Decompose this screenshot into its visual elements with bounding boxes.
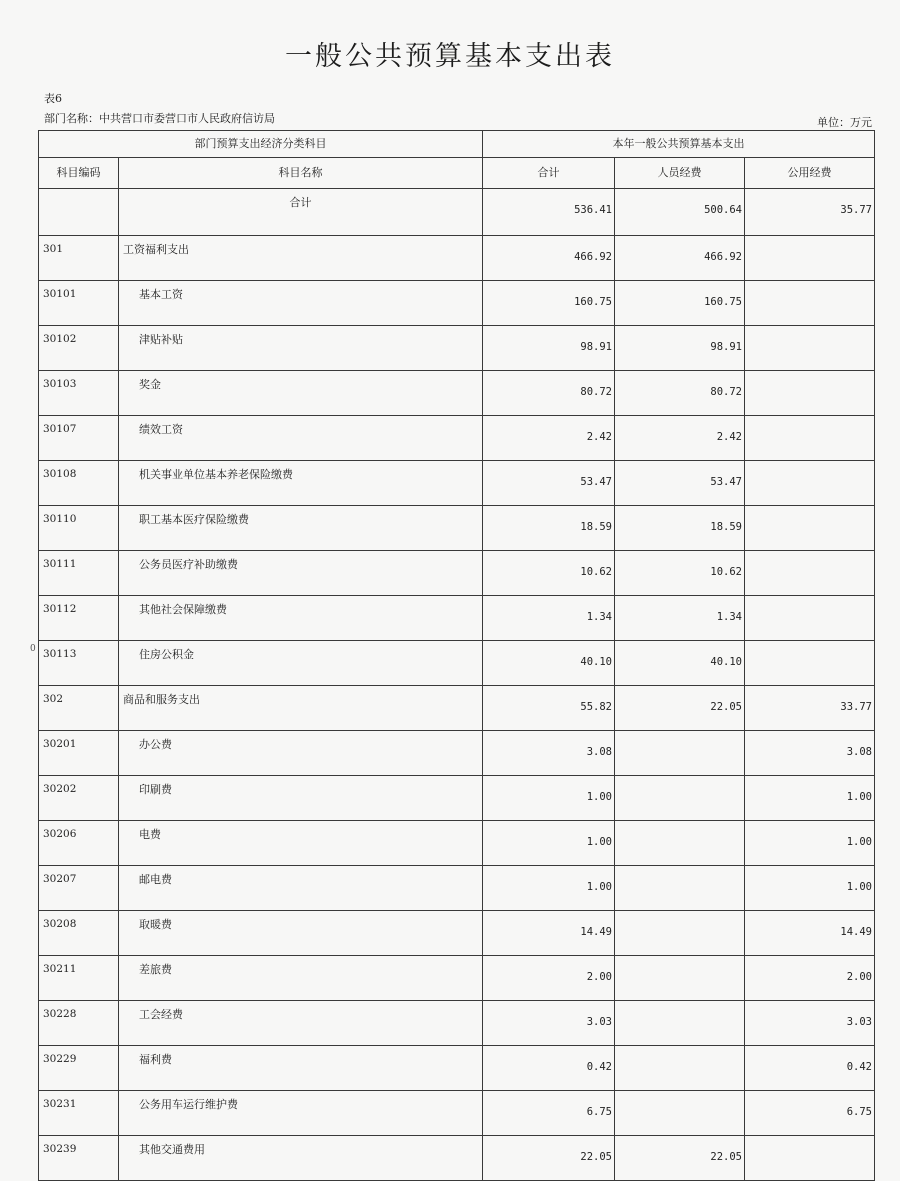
header-row-columns	[39, 158, 875, 189]
table-row	[39, 1001, 875, 1046]
cell-name: 工资福利支出	[119, 236, 483, 281]
cell-personnel	[615, 776, 745, 821]
cell-public: 1.00	[745, 821, 875, 866]
header-name: 科目名称	[119, 158, 483, 189]
cell-personnel: 1.34	[615, 596, 745, 641]
cell-public	[745, 641, 875, 686]
cell-name: 绩效工资	[119, 416, 483, 461]
department-name: 部门名称：中共营口市委营口市人民政府信访局	[44, 112, 275, 125]
cell-code: 30107	[39, 416, 119, 461]
cell-public: 3.08	[745, 731, 875, 776]
cell-total: 1.00	[483, 866, 615, 911]
cell-personnel	[615, 956, 745, 1001]
cell-personnel: 500.64	[615, 189, 745, 236]
cell-code: 301	[39, 236, 119, 281]
cell-public	[745, 371, 875, 416]
header-row-group	[39, 131, 875, 158]
cell-name: 职工基本医疗保险缴费	[119, 506, 483, 551]
cell-total: 55.82	[483, 686, 615, 731]
cell-total: 3.03	[483, 1001, 615, 1046]
cell-name: 邮电费	[119, 866, 483, 911]
header-personnel: 人员经费	[615, 158, 745, 189]
cell-public	[745, 551, 875, 596]
cell-public: 1.00	[745, 776, 875, 821]
cell-public: 33.77	[745, 686, 875, 731]
cell-total: 40.10	[483, 641, 615, 686]
cell-name: 工会经费	[119, 1001, 483, 1046]
cell-public	[745, 236, 875, 281]
cell-personnel	[615, 1091, 745, 1136]
cell-code: 30202	[39, 776, 119, 821]
cell-public	[745, 1136, 875, 1181]
cell-code: 30208	[39, 911, 119, 956]
cell-code: 30201	[39, 731, 119, 776]
cell-name: 福利费	[119, 1046, 483, 1091]
cell-total: 14.49	[483, 911, 615, 956]
cell-code: 30206	[39, 821, 119, 866]
cell-name: 取暖费	[119, 911, 483, 956]
unit-label: 单位：万元	[817, 116, 872, 129]
table-number: 表6	[44, 92, 62, 105]
cell-personnel: 53.47	[615, 461, 745, 506]
table-row	[39, 371, 875, 416]
table-row	[39, 596, 875, 641]
cell-name: 公务员医疗补助缴费	[119, 551, 483, 596]
table-row	[39, 686, 875, 731]
cell-name: 其他社会保障缴费	[119, 596, 483, 641]
cell-personnel: 22.05	[615, 686, 745, 731]
cell-name: 基本工资	[119, 281, 483, 326]
table-row	[39, 641, 875, 686]
cell-code: 30102	[39, 326, 119, 371]
cell-personnel: 22.05	[615, 1136, 745, 1181]
cell-total: 2.42	[483, 416, 615, 461]
table-row	[39, 776, 875, 821]
cell-code: 30101	[39, 281, 119, 326]
cell-code: 30229	[39, 1046, 119, 1091]
cell-name: 奖金	[119, 371, 483, 416]
cell-public: 14.49	[745, 911, 875, 956]
table-row	[39, 1091, 875, 1136]
cell-total: 2.00	[483, 956, 615, 1001]
cell-personnel	[615, 821, 745, 866]
cell-personnel	[615, 731, 745, 776]
cell-code: 30111	[39, 551, 119, 596]
cell-public: 0.42	[745, 1046, 875, 1091]
cell-personnel: 160.75	[615, 281, 745, 326]
table-row	[39, 1046, 875, 1091]
table-row	[39, 866, 875, 911]
cell-code: 30239	[39, 1136, 119, 1181]
table-row-total	[39, 189, 875, 236]
cell-name: 差旅费	[119, 956, 483, 1001]
cell-total: 1.34	[483, 596, 615, 641]
table-row	[39, 911, 875, 956]
cell-public: 2.00	[745, 956, 875, 1001]
cell-name: 公务用车运行维护费	[119, 1091, 483, 1136]
header-basic-expenditure: 本年一般公共预算基本支出	[483, 131, 875, 158]
cell-code: 30112	[39, 596, 119, 641]
cell-total: 3.08	[483, 731, 615, 776]
cell-public: 6.75	[745, 1091, 875, 1136]
table-row	[39, 1136, 875, 1181]
table-row	[39, 551, 875, 596]
cell-public	[745, 416, 875, 461]
cell-total: 18.59	[483, 506, 615, 551]
cell-name: 电费	[119, 821, 483, 866]
table-row	[39, 461, 875, 506]
cell-code	[39, 189, 119, 236]
cell-public	[745, 326, 875, 371]
cell-name: 住房公积金	[119, 641, 483, 686]
cell-name: 合计	[119, 189, 483, 236]
cell-name: 机关事业单位基本养老保险缴费	[119, 461, 483, 506]
cell-personnel	[615, 866, 745, 911]
cell-code: 30211	[39, 956, 119, 1001]
table-row	[39, 236, 875, 281]
header-economic-classification: 部门预算支出经济分类科目	[39, 131, 483, 158]
cell-code: 30108	[39, 461, 119, 506]
cell-name: 印刷费	[119, 776, 483, 821]
cell-name: 商品和服务支出	[119, 686, 483, 731]
cell-name: 其他交通费用	[119, 1136, 483, 1181]
table-row	[39, 821, 875, 866]
cell-public: 1.00	[745, 866, 875, 911]
table-row	[39, 281, 875, 326]
margin-mark: 0	[30, 644, 36, 654]
table-row	[39, 506, 875, 551]
cell-public	[745, 506, 875, 551]
cell-public	[745, 281, 875, 326]
cell-total: 98.91	[483, 326, 615, 371]
table-row	[39, 326, 875, 371]
cell-personnel: 98.91	[615, 326, 745, 371]
cell-personnel: 466.92	[615, 236, 745, 281]
cell-total: 536.41	[483, 189, 615, 236]
table-row	[39, 731, 875, 776]
cell-total: 22.05	[483, 1136, 615, 1181]
cell-public	[745, 596, 875, 641]
header-code: 科目编码	[39, 158, 119, 189]
table-row	[39, 416, 875, 461]
cell-total: 6.75	[483, 1091, 615, 1136]
page-title: 一般公共预算基本支出表	[285, 41, 615, 72]
cell-personnel: 18.59	[615, 506, 745, 551]
cell-name: 津贴补贴	[119, 326, 483, 371]
cell-code: 30207	[39, 866, 119, 911]
header-public: 公用经费	[745, 158, 875, 189]
cell-name: 办公费	[119, 731, 483, 776]
cell-total: 1.00	[483, 776, 615, 821]
cell-total: 466.92	[483, 236, 615, 281]
cell-code: 30228	[39, 1001, 119, 1046]
cell-personnel: 80.72	[615, 371, 745, 416]
cell-total: 1.00	[483, 821, 615, 866]
cell-code: 30110	[39, 506, 119, 551]
budget-table	[38, 130, 875, 1181]
cell-public	[745, 461, 875, 506]
cell-total: 160.75	[483, 281, 615, 326]
cell-personnel	[615, 1001, 745, 1046]
cell-personnel: 10.62	[615, 551, 745, 596]
cell-personnel	[615, 1046, 745, 1091]
cell-personnel: 40.10	[615, 641, 745, 686]
cell-public: 35.77	[745, 189, 875, 236]
cell-total: 10.62	[483, 551, 615, 596]
cell-personnel	[615, 911, 745, 956]
cell-code: 30113	[39, 641, 119, 686]
cell-total: 80.72	[483, 371, 615, 416]
table-row	[39, 956, 875, 1001]
cell-personnel: 2.42	[615, 416, 745, 461]
header-total: 合计	[483, 158, 615, 189]
cell-code: 30231	[39, 1091, 119, 1136]
cell-public: 3.03	[745, 1001, 875, 1046]
cell-total: 0.42	[483, 1046, 615, 1091]
cell-total: 53.47	[483, 461, 615, 506]
cell-code: 30103	[39, 371, 119, 416]
cell-code: 302	[39, 686, 119, 731]
